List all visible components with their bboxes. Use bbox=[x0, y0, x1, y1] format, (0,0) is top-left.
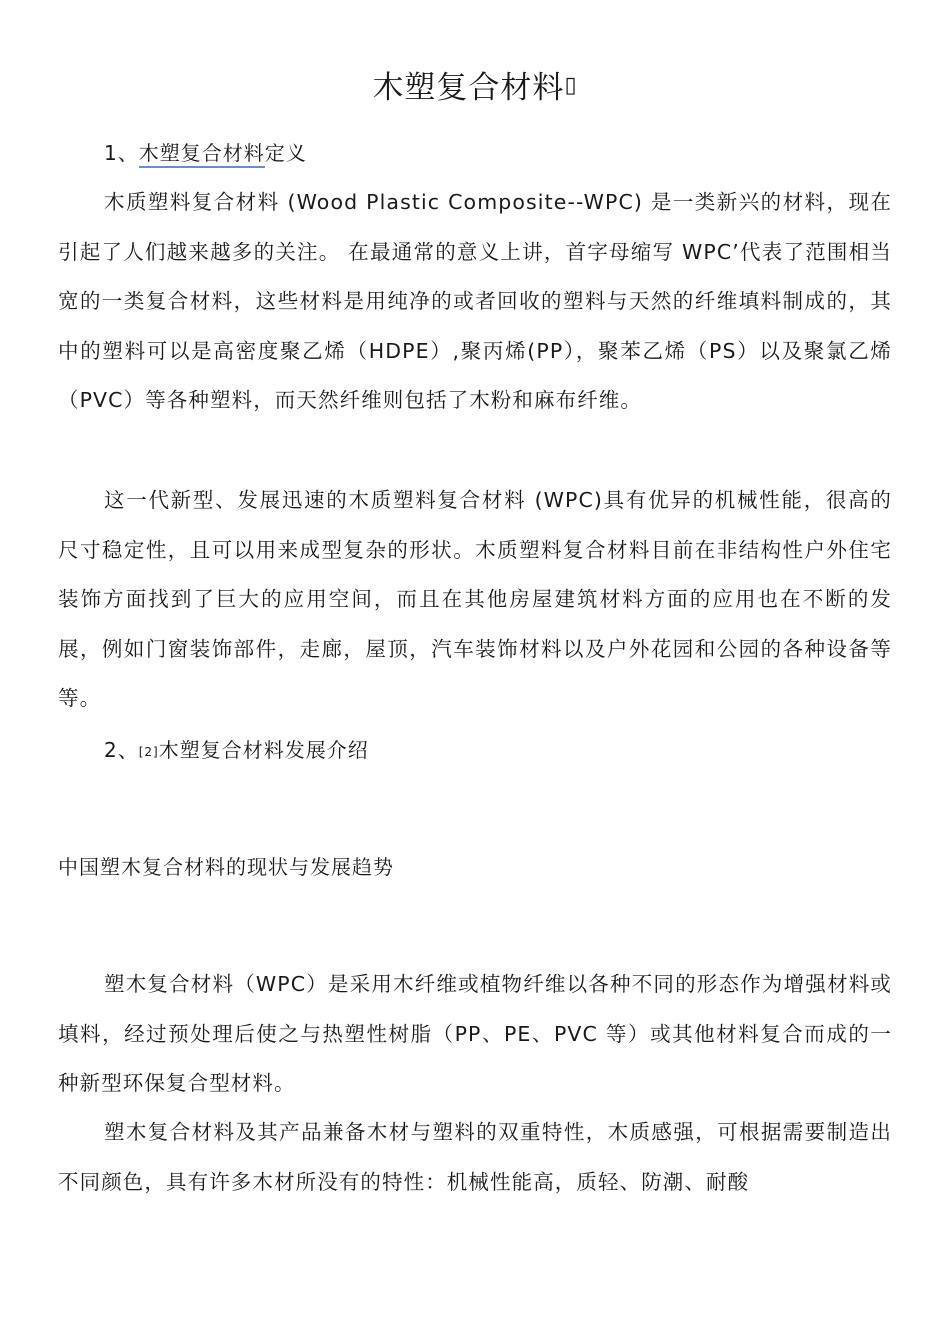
document-title bbox=[0, 62, 950, 112]
section-heading-1 bbox=[104, 138, 307, 168]
paragraph-wpc-properties: 这一代新型、发展迅速的木质塑料复合材料 (WPC)具有优异的机械性能，很高的尺寸稳定性，且可以用来成型复杂的形状。木质塑料复合材料目前在非结构性户外住宅装饰方面找到了巨大的应用空间，而且在其他房屋建筑材料方面的应用也在不断的发展，例如门窗装饰部件，走廊，屋顶，汽车装饰材料以及户外花园和公园的各种设备等等。 bbox=[58, 488, 892, 711]
heading-1-suffix: 定义 bbox=[264, 141, 307, 165]
title-text: 木塑复合材料 bbox=[372, 70, 565, 106]
missing-glyph-icon: ▯ bbox=[564, 73, 578, 98]
heading-1-number: 1、 bbox=[104, 141, 139, 165]
section-heading-2 bbox=[104, 735, 369, 767]
paragraph-wpc-definition: 木质塑料复合材料 (Wood Plastic Composite--WPC) 是一类新兴的材料，现在引起了人们越来越多的关注。 在最通常的意义上讲，首字母缩写 WPC’代表了范围相当宽的一类复合材料，这些材料是用纯净的或者回收的塑料与天然的纤维填料制成的，其中的塑料可以是高密度聚乙烯（HDPE）,聚丙烯(PP），聚苯乙烯（PS）以及聚氯乙烯（PVC）等各种塑料，而天然纤维则包括了木粉和麻布纤维。 bbox=[58, 190, 892, 413]
paragraph-wpc-characteristics: 塑木复合材料及其产品兼备木材与塑料的双重特性，木质感强，可根据需要制造出不同颜色，具有许多木材所没有的特性：机械性能高，质轻、防潮、耐酸 bbox=[58, 1120, 892, 1194]
heading-2-reference: [2] bbox=[138, 745, 159, 759]
paragraph-wpc-composition: 塑木复合材料（WPC）是采用木纤维或植物纤维以各种不同的形态作为增强材料或填料，经过预处理后使之与热塑性树脂（PP、PE、PVC 等）或其他材料复合而成的一种新型环保复合型材料。 bbox=[58, 972, 892, 1096]
heading-2-text: 木塑复合材料发展介绍 bbox=[158, 738, 369, 762]
heading-1-link-text: 木塑复合材料 bbox=[139, 141, 265, 168]
subheading-china-status: 中国塑木复合材料的现状与发展趋势 bbox=[58, 855, 394, 879]
heading-2-number: 2、 bbox=[104, 738, 139, 762]
